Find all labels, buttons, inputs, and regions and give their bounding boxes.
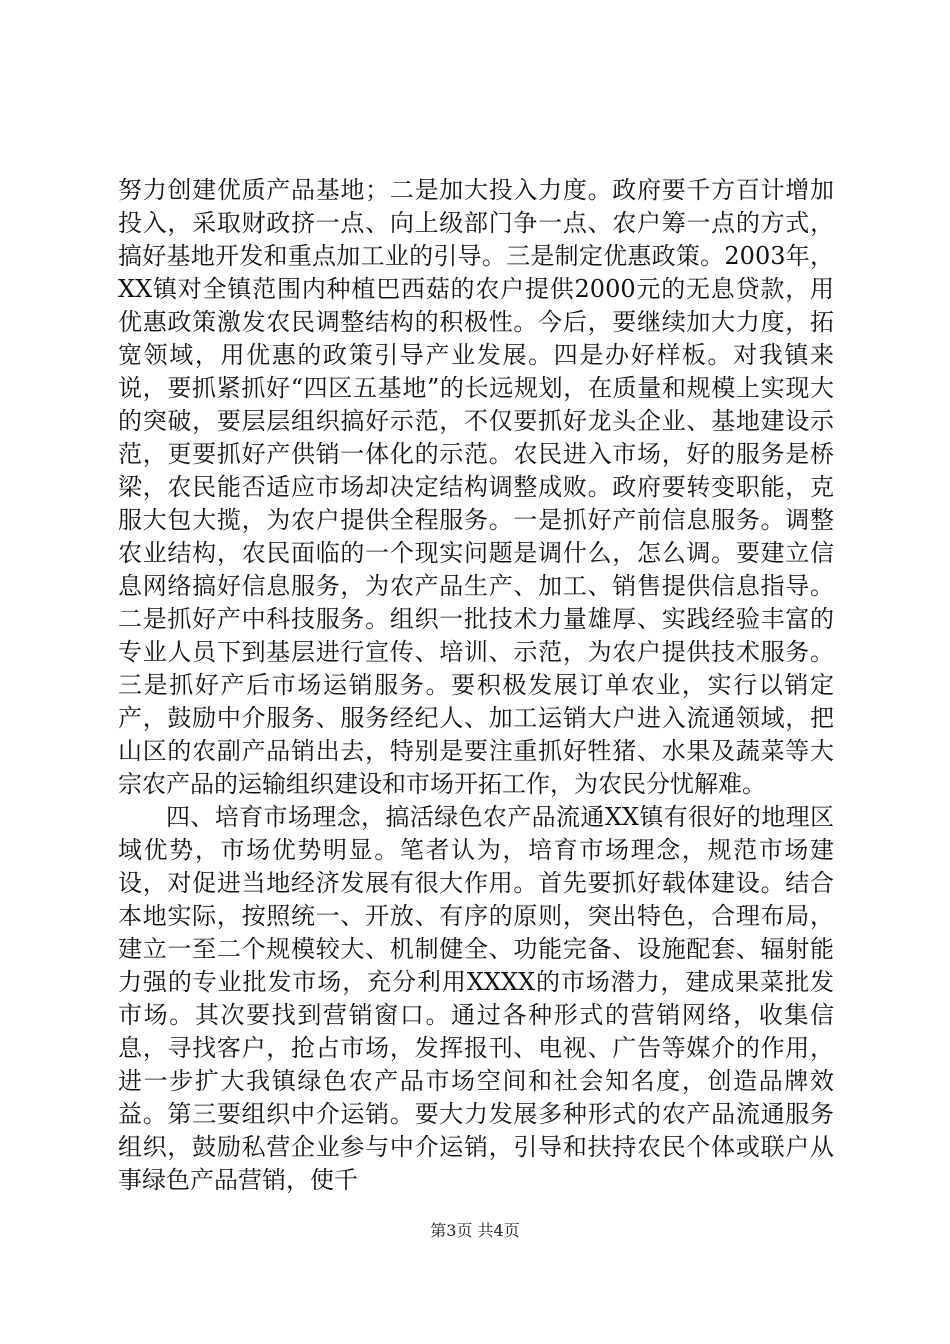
document-body [118,174,834,1197]
paragraph-continued: 努力创建优质产品基地；二是加大投入力度。政府要千方百计增加投入，采取财政挤一点、向上级部门争一点、农户筹一点的方式，搞好基地开发和重点加工业的引导。三是制定优惠政策。2003年，XX镇对全镇范围内种植巴西菇的农户提供2000元的无息贷款，用优惠政策激发农民调整结构的积极性。今后，要继续加大力度，拓宽领域，用优惠的政策引导产业发展。四是办好样板。对我镇来说，要抓紧抓好“四区五基地”的长远规划，在质量和规模上实现大的突破，要层层组织搞好示范，不仅要抓好龙头企业、基地建设示范，更要抓好产供销一体化的示范。农民进入市场，好的服务是桥梁，农民能否适应市场却决定结构调整成败。政府要转变职能，克服大包大揽，为农户提供全程服务。一是抓好产前信息服务。调整农业结构，农民面临的一个现实问题是调什么，怎么调。要建立信息网络搞好信息服务，为农产品生产、加工、销售提供信息指导。二是抓好产中科技服务。组织一批技术力量雄厚、实践经验丰富的专业人员下到基层进行宣传、培训、示范，为农户提供技术服务。三是抓好产后市场运销服务。要积极发展订单农业，实行以销定产，鼓励中介服务、服务经纪人、加工运销大户进入流通领域，把山区的农副产品销出去，特别是要注重抓好牲猪、水果及蔬菜等大宗农产品的运输组织建设和市场开拓工作，为农民分忧解难。 [118,176,834,798]
page-number-footer: 第3页 共4页 [430,1221,520,1240]
paragraph-section-four: 四、培育市场理念，搞活绿色农产品流通XX镇有很好的地理区域优势，市场优势明显。笔者认为，培育市场理念，规范市场建设，对促进当地经济发展有很大作用。首先要抓好载体建设。结合本地实际，按照统一、开放、有序的原则，突出特色，合理布局，建立一至二个规模较大、机制健全、功能完备、设施配套、辐射能力强的专业批发市场，充分利用XXXX的市场潜力，建成果菜批发市场。其次要找到营销窗口。通过各种形式的营销网络，收集信息，寻找客户，抢占市场，发挥报刊、电视、广告等媒介的作用，进一步扩大我镇绿色农产品市场空间和社会知名度，创造品牌效益。第三要组织中介运销。要大力发展多种形式的农产品流通服务组织，鼓励私营企业参与中介运销，引导和扶持农民个体或联户从事绿色产品营销，使千 [118,803,834,1194]
